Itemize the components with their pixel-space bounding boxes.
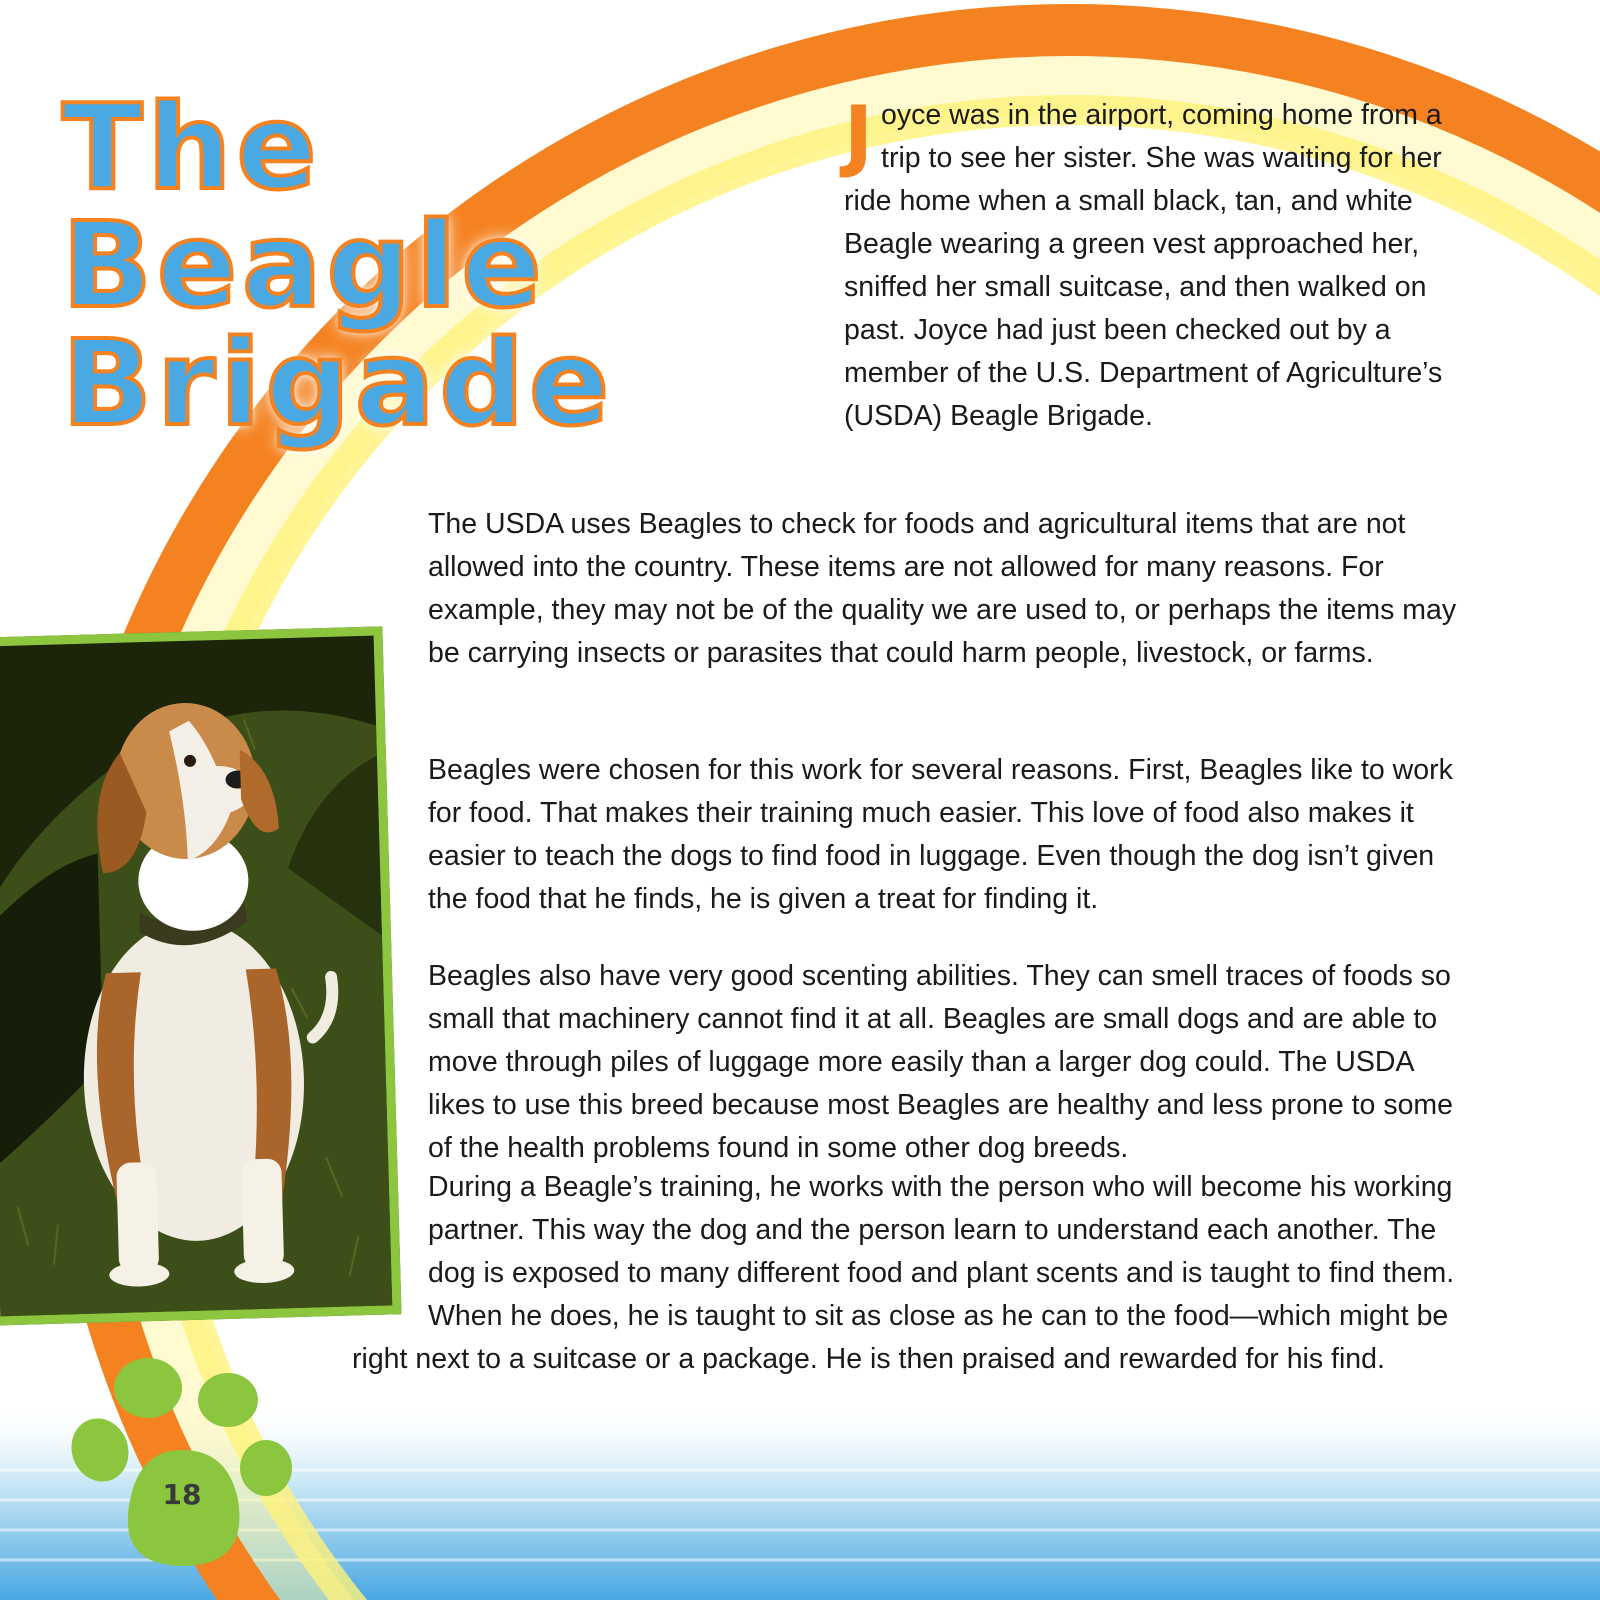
intro-text: oyce was in the airport, coming home from a trip to see her sister. She was waiting for her ride home when a small black, tan, and white Beagle wearing a green vest approached her, sniffed her small suitcase, and then walked on past. Joyce had just been checked out by a member of the U.S. Department of Agriculture’s (USDA) Beagle Brigade.	[844, 99, 1443, 432]
paw-print-icon	[70, 1350, 300, 1590]
paragraph-4-text: During a Beagle’s training, he works with the person who will become his working partner. This way the dog and the person learn to understand each another. The dog is exposed to many different food and plant scents and is taught to find them. When he does, he is taught to sit as close as he can to the food—which might be right next to a suitcase or a package. He is then praised and rewarded for his find.	[352, 1171, 1455, 1375]
paragraph-2: Beagles were chosen for this work for several reasons. First, Beagles like to work for food. That makes their training much easier. This love of food also makes it easier to teach the dogs to find food in luggage. Even though the dog isn’t given the food that he finds, he is given a treat for finding it.	[428, 753, 1453, 915]
page-number: 18	[162, 1478, 202, 1511]
paragraph-1: The USDA uses Beagles to check for foods and agricultural items that are not allowed into the country. These items are not allowed for many reasons. For example, they may not be of the quality we are used to, or perhaps the items may be carrying insects or parasites that could harm people, livestock, or farms.	[428, 507, 1457, 669]
beagle-photo	[0, 626, 402, 1325]
title-line-1: The Beagle	[62, 78, 547, 334]
title-line-2: Brigade	[62, 314, 615, 452]
page-title	[62, 78, 822, 452]
paragraph-4	[352, 1166, 1468, 1381]
intro-paragraph	[844, 91, 1476, 438]
beagle-illustration	[0, 636, 392, 1317]
paragraph-3: Beagles also have very good scenting abilities. They can smell traces of foods so small that machinery cannot find it at all. Beagles are small dogs and are able to move through piles of luggage more easily than a larger dog could. The USDA likes to use this breed because most Beagles are healthy and less prone to some of the health problems found in some other dog breeds.	[428, 959, 1454, 1164]
drop-cap: J	[844, 91, 874, 181]
